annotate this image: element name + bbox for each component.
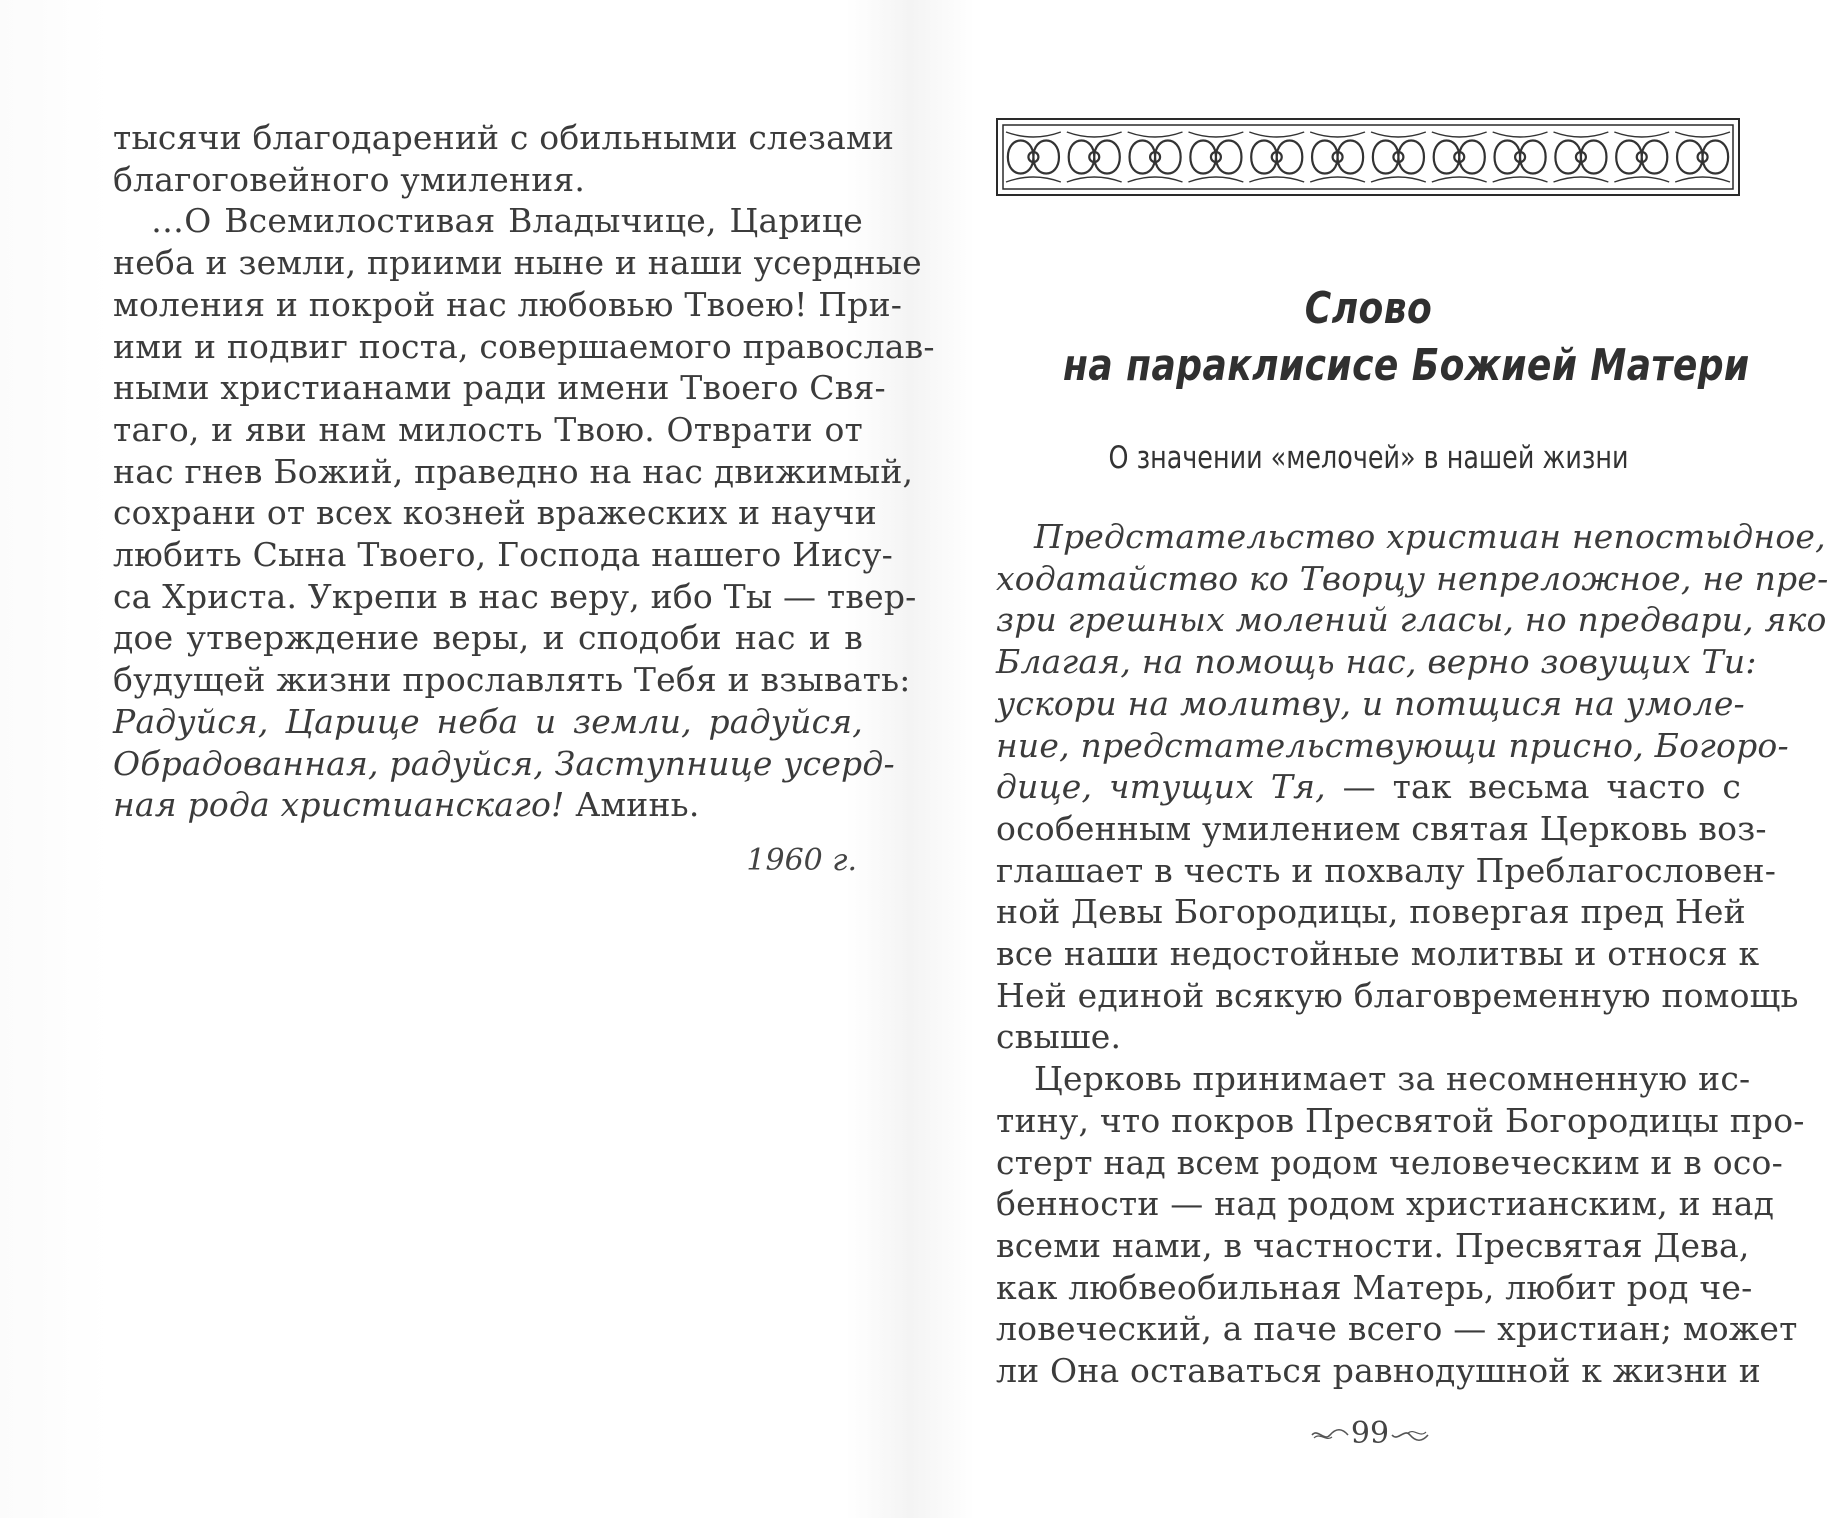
text-line — [996, 934, 1760, 974]
text-line — [113, 326, 935, 367]
text-line — [113, 702, 863, 742]
text-line — [996, 600, 1827, 640]
swirl-right-icon — [1390, 1428, 1430, 1442]
text-run: свыше. — [996, 1017, 1122, 1057]
article-subtitle: О значении «мелочей» в нашей жизни — [1108, 440, 1629, 476]
text-line — [113, 118, 895, 158]
text-run: любить Сына Твоего, Господа нашего Иису- — [113, 535, 893, 574]
text-run: …О Всемилостивая Владычице, Царице — [151, 201, 863, 241]
text-line — [996, 1017, 1741, 1057]
text-run: будущей жизни прославлять Тебя и взывать: — [113, 660, 911, 700]
text-line — [113, 201, 863, 241]
text-line — [996, 1351, 1761, 1391]
text-run: ли Она оставаться равнодушной к жизни и — [996, 1351, 1761, 1390]
italic-text: дице, чтущих Тя, — [996, 767, 1326, 807]
text-line — [996, 1309, 1798, 1349]
text-line — [996, 517, 1826, 557]
text-run: моления и покрой нас любовью Твоею! При- — [113, 284, 903, 324]
text-line — [113, 284, 903, 325]
text-run: Аминь. — [564, 785, 700, 825]
text-line — [996, 808, 1767, 849]
text-line — [113, 743, 895, 784]
italic-text: ходатайство ко Творцу непреложное, не пре- — [996, 558, 1829, 598]
text-line — [113, 493, 877, 533]
italic-text: Предстательство христиан непостыдное, — [1034, 517, 1826, 556]
text-run: глашает в честь и похвалу Преблагословен- — [996, 850, 1777, 890]
text-line — [113, 535, 893, 575]
text-line — [113, 243, 922, 283]
italic-text: зри грешных молений гласы, но предвари, яко — [996, 600, 1827, 640]
text-line — [996, 850, 1777, 891]
text-line — [996, 892, 1746, 932]
page-number-value: 99 — [1350, 1416, 1390, 1451]
italic-text: ускори на молитву, и потщися на умоле- — [996, 683, 1745, 723]
text-line — [996, 1184, 1775, 1224]
text-line — [996, 558, 1829, 599]
article-title-line1: Слово — [1304, 283, 1433, 334]
text-run: особенным умилением святая Церковь воз- — [996, 808, 1767, 848]
text-line — [113, 576, 917, 617]
article-title-line2: на параклисисе Божией Матери — [1063, 340, 1750, 391]
text-line — [996, 975, 1799, 1016]
text-line — [996, 1059, 1751, 1099]
text-run: стерт над всем родом человеческим и в осо- — [996, 1142, 1783, 1182]
text-run: тину, что покров Пресвятой Богородицы про- — [996, 1100, 1805, 1140]
text-line — [996, 1142, 1783, 1183]
text-run: нас гнев Божий, праведно на нас движимый, — [113, 451, 914, 491]
text-run: всеми нами, в частности. Пресвятая Дева, — [996, 1225, 1750, 1265]
text-run: тысячи благодарений с обильными слезами — [113, 118, 895, 157]
text-line — [996, 642, 1757, 682]
text-run: все наши недостойные молитвы и относя к — [996, 934, 1760, 973]
text-line — [113, 368, 886, 408]
text-run: ими и подвиг поста, совершаемого православ- — [113, 326, 935, 366]
ornamental-header-band — [996, 118, 1740, 196]
text-line — [996, 1267, 1753, 1308]
text-run: сохрани от всех козней вражеских и научи — [113, 493, 877, 533]
text-line — [113, 785, 863, 825]
text-line — [113, 410, 863, 450]
italic-text: Радуйся, Царице неба и земли, радуйся, — [113, 701, 863, 741]
text-line — [113, 660, 911, 700]
text-line — [996, 1100, 1805, 1141]
text-run: Ней единой всякую благовременную помощь — [996, 975, 1799, 1015]
text-run: неба и земли, приими ныне и наши усердные — [113, 243, 922, 283]
page-number — [1310, 1416, 1430, 1456]
text-line — [113, 618, 863, 658]
text-line — [113, 451, 914, 492]
text-run: ными христианами ради имени Твоего Свя- — [113, 368, 886, 408]
text-run: ной Девы Богородицы, повергая пред Ней — [996, 892, 1746, 932]
text-run: таго, и яви нам милость Твою. Отврати от — [113, 409, 863, 449]
text-line — [996, 767, 1741, 807]
text-line — [996, 1225, 1750, 1266]
text-run: са Христа. Укрепи в нас веру, ибо Ты — твер- — [113, 576, 917, 616]
text-line — [996, 683, 1745, 724]
text-run: — так весьма часто с — [1325, 767, 1741, 807]
text-line — [113, 160, 863, 200]
italic-text: Обрадованная, радуйся, Заступнице усерд- — [113, 743, 895, 783]
text-run: благоговейного умиления. — [113, 159, 586, 199]
italic-text: ние, предстательствующи присно, Богоро- — [996, 725, 1789, 765]
date-signature: 1960 г. — [746, 843, 857, 878]
italic-text: Благая, на помощь нас, верно зовущих Ти: — [996, 642, 1757, 682]
text-line — [996, 725, 1789, 766]
text-run: как любвеобильная Матерь, любит род че- — [996, 1267, 1753, 1307]
text-run: Церковь принимает за несомненную ис- — [1034, 1059, 1751, 1099]
text-run: дое утверждение веры, и сподоби нас и в — [113, 618, 863, 658]
text-run: бенности — над родом христианским, и над — [996, 1184, 1775, 1224]
italic-text: ная рода христианскаго! — [113, 785, 565, 825]
text-run: ловеческий, а паче всего — христиан; может — [996, 1309, 1798, 1349]
swirl-left-icon — [1310, 1428, 1350, 1442]
